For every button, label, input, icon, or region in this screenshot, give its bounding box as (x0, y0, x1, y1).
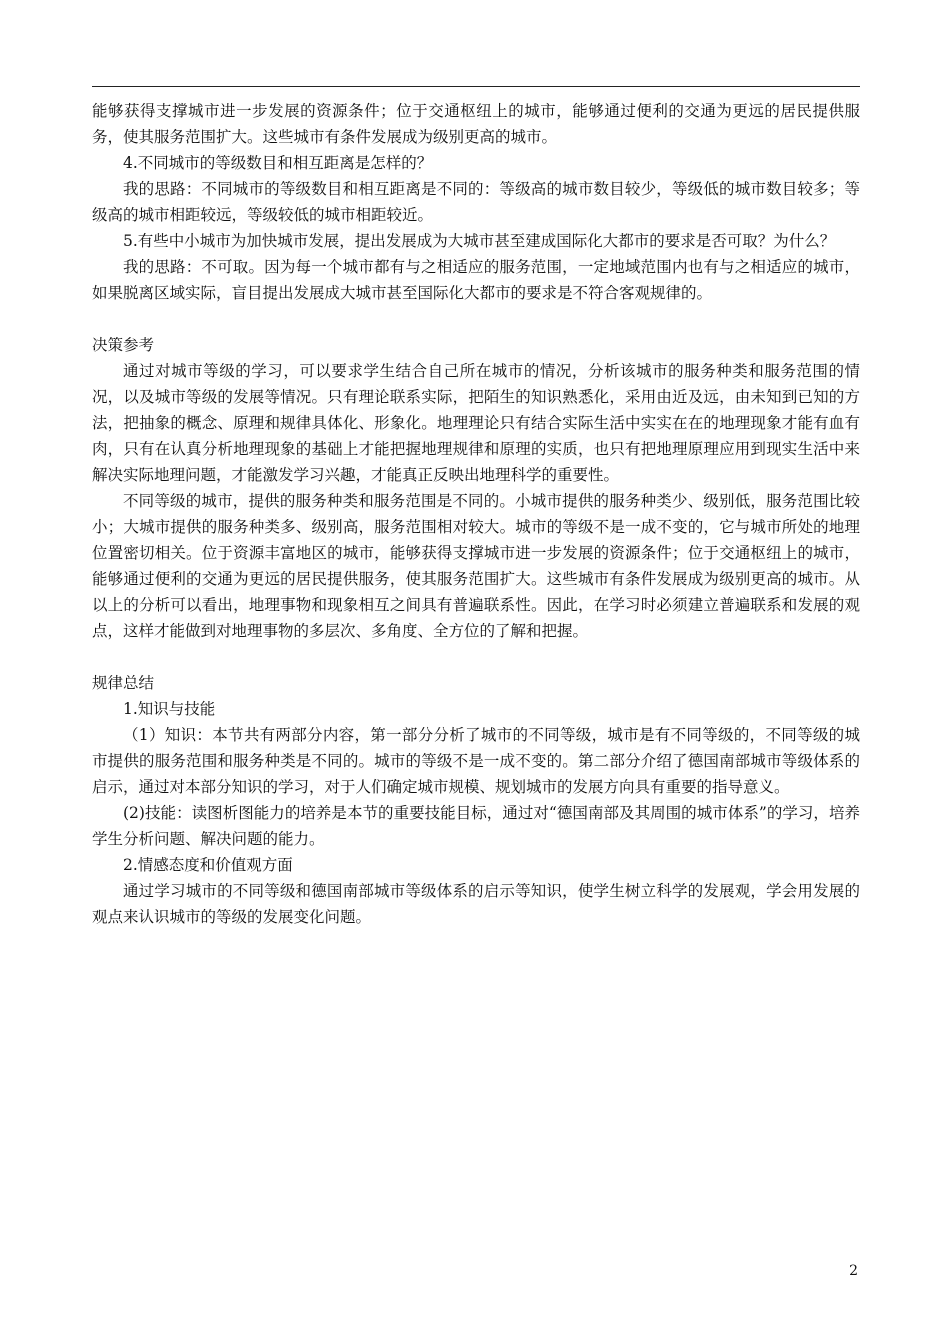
section-heading-decision: 决策参考 (92, 336, 155, 354)
decision-paragraph-1: 通过对城市等级的学习，可以要求学生结合自己所在城市的情况，分析该城市的服务种类和服务范围的情况，以及城市等级的发展等情况。只有理论联系实际，把陌生的知识熟悉化，采用由近及远，由未知到已知的方法，把抽象的概念、原理和规律具体化、形象化。地理理论只有结合实际生活中实实在在的地理现象才能有血有肉，只有在认真分析地理现象的基础上才能把握地理规律和原理的实质，也只有把地理原理应用到现实生活中来解决实际地理问题，才能激发学习兴趣，才能真正反映出地理科学的重要性。 (92, 362, 860, 484)
header-rule (92, 86, 860, 87)
answer-4: 我的思路：不同城市的等级数目和相互距离是不同的：等级高的城市数目较少，等级低的城市数目较多；等级高的城市相距较远，等级较低的城市相距较近。 (92, 180, 860, 224)
summary-item-knowledge: （1）知识：本节共有两部分内容，第一部分分析了城市的不同等级，城市是有不同等级的，不同等级的城市提供的服务范围和服务种类是不同的。城市的等级不是一成不变的。第二部分介绍了德国南部城市等级体系的启示，通过对本部分知识的学习，对于人们确定城市规模、规划城市的发展方向具有重要的指导意义。 (92, 726, 860, 796)
document-body (92, 98, 860, 930)
question-4: 4.不同城市的等级数目和相互距离是怎样的？ (123, 154, 433, 172)
summary-subheading-1: 1.知识与技能 (123, 700, 216, 718)
question-5: 5.有些中小城市为加快城市发展，提出发展成为大城市甚至建成国际化大都市的要求是否可取？为什么？ (123, 232, 836, 250)
paragraph-continuation: 能够获得支撑城市进一步发展的资源条件；位于交通枢纽上的城市，能够通过便利的交通为更远的居民提供服务，使其服务范围扩大。这些城市有条件发展成为级别更高的城市。 (92, 102, 860, 146)
summary-values-paragraph: 通过学习城市的不同等级和德国南部城市等级体系的启示等知识，使学生树立科学的发展观，学会用发展的观点来认识城市的等级的发展变化问题。 (92, 882, 860, 926)
answer-5: 我的思路：不可取。因为每一个城市都有与之相适应的服务范围，一定地域范围内也有与之相适应的城市，如果脱离区域实际，盲目提出发展成大城市甚至国际化大都市的要求是不符合客观规律的。 (92, 258, 860, 302)
decision-paragraph-2: 不同等级的城市，提供的服务种类和服务范围是不同的。小城市提供的服务种类少、级别低，服务范围比较小；大城市提供的服务种类多、级别高，服务范围相对较大。城市的等级不是一成不变的，它与城市所处的地理位置密切相关。位于资源丰富地区的城市，能够获得支撑城市进一步发展的资源条件；位于交通枢纽上的城市，能够通过便利的交通为更远的居民提供服务，使其服务范围扩大。这些城市有条件发展成为级别更高的城市。从以上的分析可以看出，地理事物和现象相互之间具有普遍联系性。因此，在学习时必须建立普遍联系和发展的观点，这样才能做到对地理事物的多层次、多角度、全方位的了解和把握。 (92, 492, 860, 640)
summary-item-skills: (2)技能：读图析图能力的培养是本节的重要技能目标，通过对“德国南部及其周围的城市体系”的学习，培养学生分析问题、解决问题的能力。 (92, 804, 860, 848)
page-number: 2 (849, 1263, 858, 1279)
summary-subheading-2: 2.情感态度和价值观方面 (123, 856, 293, 874)
section-heading-summary: 规律总结 (92, 674, 155, 692)
